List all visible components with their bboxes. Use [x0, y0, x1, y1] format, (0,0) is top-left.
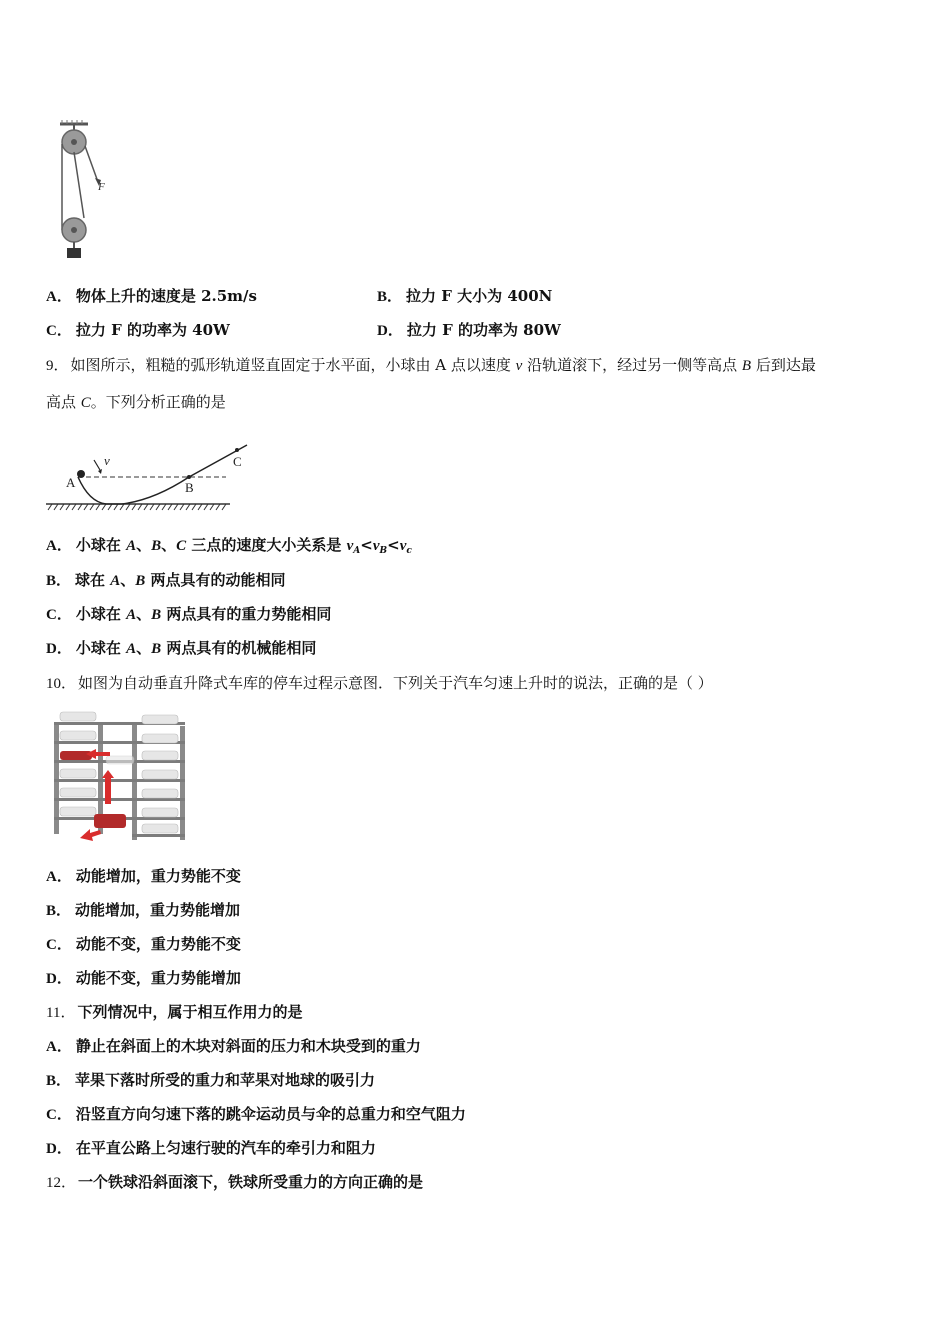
q10-option-c[interactable]	[46, 934, 241, 955]
option-var: B	[151, 641, 162, 657]
subscript: B	[379, 546, 388, 556]
question-number: 12．	[46, 1175, 77, 1191]
q10-option-b[interactable]	[46, 900, 240, 921]
option-text: 球在	[75, 571, 111, 589]
velocity-label: v	[104, 453, 110, 468]
q8-option-d[interactable]	[377, 320, 561, 341]
q9-option-b[interactable]	[46, 570, 286, 591]
option-var: v	[399, 538, 407, 554]
option-label: D．	[46, 1141, 72, 1157]
option-label: A．	[46, 289, 72, 305]
option-text: 小球在	[75, 536, 127, 554]
option-text: 两点具有的机械能相同	[161, 639, 317, 657]
option-text: 拉力 F 大小为 400N	[406, 287, 553, 305]
option-label: D．	[46, 971, 72, 987]
option-text: 动能不变，重力势能不变	[75, 935, 241, 953]
option-var: B	[151, 607, 162, 623]
option-var: v	[346, 538, 354, 554]
option-text: 两点具有的重力势能相同	[161, 605, 332, 623]
q8-option-c[interactable]	[46, 320, 230, 341]
option-text: 苹果下落时所受的重力和苹果对地球的吸引力	[75, 1071, 376, 1089]
q11-option-a[interactable]	[46, 1036, 421, 1057]
stem-text: 高点	[46, 393, 81, 411]
q11-option-b[interactable]	[46, 1070, 375, 1091]
track-figure	[44, 440, 254, 516]
option-text: 拉力 F 的功率为 40W	[75, 321, 230, 339]
point-c-label: C	[233, 454, 242, 469]
option-var: A	[126, 641, 137, 657]
option-var: v	[372, 538, 380, 554]
stem-text: 后到达最	[751, 356, 816, 374]
option-label: B．	[377, 289, 403, 305]
q9-stem-line2	[46, 392, 226, 413]
option-text: <	[360, 536, 373, 554]
option-label: A．	[46, 1039, 72, 1055]
option-label: C．	[46, 1107, 72, 1123]
option-text: 沿竖直方向匀速下落的跳伞运动员与伞的总重力和空气阻力	[75, 1105, 466, 1123]
q11-stem	[46, 1002, 302, 1023]
option-text: <	[387, 536, 400, 554]
option-var: C	[176, 538, 187, 554]
option-text: 动能不变，重力势能增加	[75, 969, 241, 987]
option-label: A．	[46, 538, 72, 554]
stem-var: C	[80, 395, 91, 411]
option-label: C．	[46, 323, 72, 339]
subscript: c	[406, 546, 412, 556]
question-number: 10．	[46, 676, 77, 692]
q8-option-a[interactable]	[46, 286, 257, 307]
question-number: 9．	[46, 358, 69, 374]
stem-text: 。下列分析正确的是	[90, 393, 226, 411]
q10-option-d[interactable]	[46, 968, 241, 989]
stem-text: 一个铁球沿斜面滚下，铁球所受重力的方向正确的是	[78, 1173, 424, 1191]
option-text: 三点的速度大小关系是	[186, 536, 347, 554]
option-text: 、	[161, 536, 177, 554]
option-text: 小球在	[75, 639, 127, 657]
option-var: A	[126, 607, 137, 623]
option-label: B．	[46, 903, 72, 919]
pulley-figure	[52, 118, 112, 263]
stem-text: 如图所示，粗糙的弧形轨道竖直固定于水平面，小球由 A 点以速度	[70, 356, 516, 374]
option-text: 、	[136, 639, 152, 657]
q10-stem	[46, 673, 713, 694]
option-text: 动能增加，重力势能增加	[75, 901, 241, 919]
q12-stem	[46, 1172, 423, 1193]
subscript: A	[353, 546, 361, 556]
q8-option-b[interactable]	[377, 286, 552, 307]
option-text: 静止在斜面上的木块对斜面的压力和木块受到的重力	[75, 1037, 421, 1055]
stem-var: B	[741, 358, 752, 374]
q9-option-a[interactable]	[46, 535, 412, 561]
parking-garage-figure	[50, 708, 190, 846]
force-label: F	[98, 181, 105, 193]
option-var: B	[151, 538, 162, 554]
point-b-label: B	[185, 480, 194, 495]
option-label: C．	[46, 607, 72, 623]
option-text: 在平直公路上匀速行驶的汽车的牵引力和阻力	[75, 1139, 376, 1157]
point-a-label: A	[66, 475, 76, 490]
option-text: 动能增加，重力势能不变	[75, 867, 241, 885]
q11-option-d[interactable]	[46, 1138, 376, 1159]
option-var: A	[110, 573, 121, 589]
option-text: 、	[136, 605, 152, 623]
option-label: C．	[46, 937, 72, 953]
stem-text: 沿轨道滚下，经过另一侧等高点	[522, 356, 742, 374]
q9-option-c[interactable]	[46, 604, 331, 625]
option-text: 、	[136, 536, 152, 554]
option-label: D．	[46, 641, 72, 657]
q11-option-c[interactable]	[46, 1104, 466, 1125]
option-text: 物体上升的速度是 2.5m/s	[75, 287, 257, 305]
stem-var: v	[515, 358, 523, 374]
option-label: B．	[46, 573, 72, 589]
option-label: A．	[46, 869, 72, 885]
option-text: 、	[120, 571, 136, 589]
option-label: B．	[46, 1073, 72, 1089]
q10-option-a[interactable]	[46, 866, 241, 887]
option-text: 拉力 F 的功率为 80W	[406, 321, 561, 339]
option-text: 小球在	[75, 605, 127, 623]
q9-option-d[interactable]	[46, 638, 316, 659]
q9-stem-line1	[46, 355, 816, 376]
option-text: 两点具有的动能相同	[145, 571, 286, 589]
option-label: D．	[377, 323, 403, 339]
stem-text: 如图为自动垂直升降式车库的停车过程示意图．下列关于汽车匀速上升时的说法，正确的是（ ）	[78, 674, 713, 692]
option-var: B	[135, 573, 146, 589]
option-var: A	[126, 538, 137, 554]
stem-text: 下列情况中，属于相互作用力的是	[77, 1003, 303, 1021]
question-number: 11．	[46, 1005, 76, 1021]
